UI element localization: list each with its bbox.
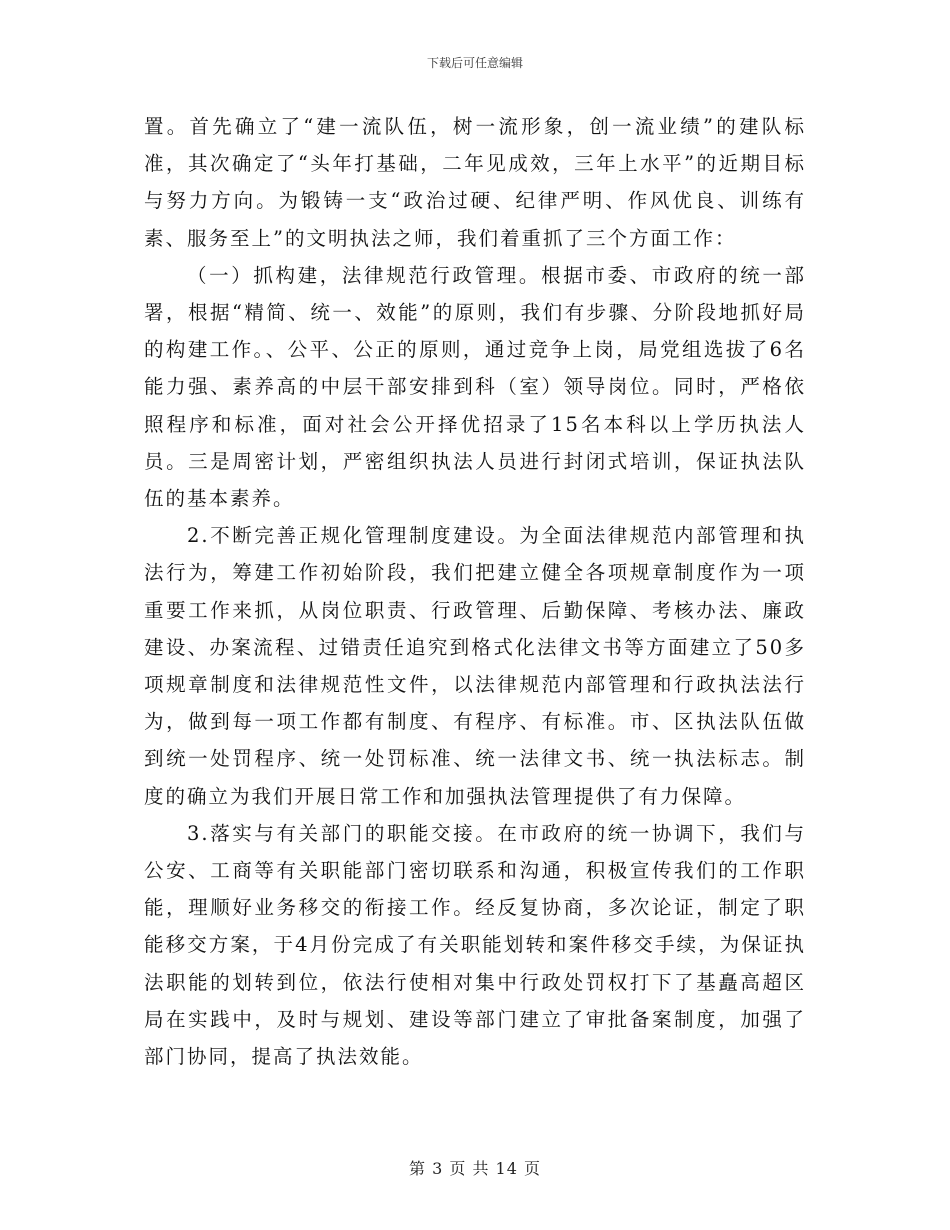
paragraph-item-three: 3.落实与有关部门的职能交接。在市政府的统一协调下，我们与公安、工商等有关职能部门密切联系和沟通，积极宣传我们的工作职能，理顺好业务移交的衔接工作。经反复协商，多次论证，制定了职能移交方案，于4月份完成了有关职能划转和案件移交手续，为保证执法职能的划转到位，依法行使相对集中行政处罚权打下了基矗高超区局在实践中，及时与规划、建设等部门建立了审批备案制度，加强了部门协同，提高了执法效能。	[144, 821, 806, 1069]
paragraph-continuation: 置。首先确立了“建一流队伍，树一流形象，创一流业绩”的建队标准，其次确定了“头年打基础，二年见成效，三年上水平”的近期目标与努力方向。为锻铸一支“政治过硬、纪律严明、作风优良、训练有素、服务至上”的文明执法之师，我们着重抓了三个方面工作：	[144, 115, 806, 250]
paragraph-section-one: （一）抓构建，法律规范行政管理。根据市委、市政府的统一部署，根据“精简、统一、效能”的原则，我们有步骤、分阶段地抓好局的构建工作。、公平、公正的原则，通过竞争上岗，局党组选拔了6名能力强、素养高的中层干部安排到科（室）领导岗位。同时，严格依照程序和标准，面对社会公开择优招录了15名本科以上学历执法人员。三是周密计划，严密组织执法人员进行封闭式培训，保证执法队伍的基本素养。	[144, 263, 806, 511]
header-note: 下载后可任意编辑	[426, 56, 523, 70]
paragraph-item-two: 2.不断完善正规化管理制度建设。为全面法律规范内部管理和执法行为，筹建工作初始阶段，我们把建立健全各项规章制度作为一项重要工作来抓，从岗位职责、行政管理、后勤保障、考核办法、廉政建设、办案流程、过错责任追究到格式化法律文书等方面建立了50多项规章制度和法律规范性文件，以法律规范内部管理和行政执法法行为，做到每一项工作都有制度、有程序、有标准。市、区执法队伍做到统一处罚程序、统一处罚标准、统一法律文书、统一执法标志。制度的确立为我们开展日常工作和加强执法管理提供了有力保障。	[144, 524, 806, 808]
document-body	[144, 108, 806, 1075]
page-number-footer: 第 3 页 共 14 页	[409, 1159, 541, 1178]
